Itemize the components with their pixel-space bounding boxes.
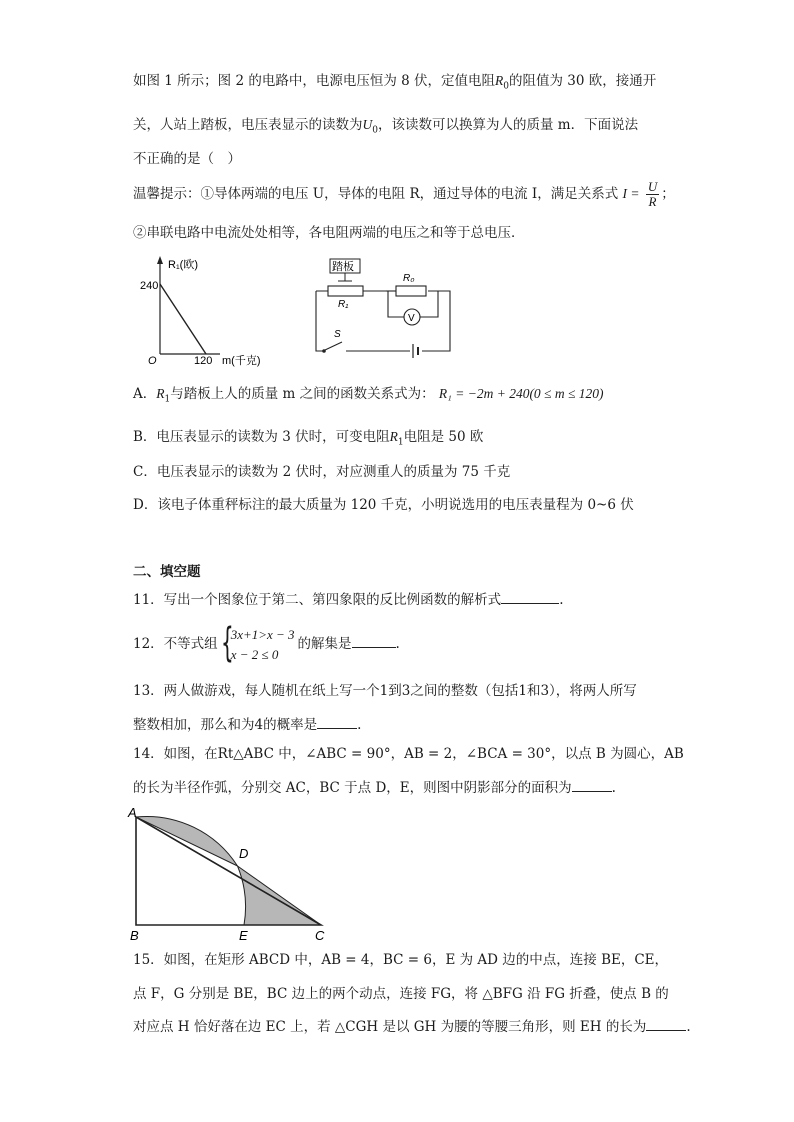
question-11: 11．写出一个图象位于第二、第四象限的反比例函数的解析式 . [133, 589, 563, 609]
option-d: D．该电子体重秤标注的最大质量为 120 千克，小明说选用的电压表量程为 0~6 伏 [133, 497, 634, 513]
point-e: E [239, 928, 248, 943]
answer-blank [646, 1016, 686, 1031]
question-14-line-2: 的长为半径作弧，分别交 AC，BC 于点 D，E，则图中阴影部分的面积为 . [133, 777, 616, 797]
option-a: A．$R_1$与踏板上人的质量 m 之间的函数关系式为： R₁ = −2m + 240(0 ≤ m ≤ 120) [133, 386, 604, 405]
intro-line-3: 不正确的是（ ） [133, 151, 241, 167]
pedal-label: 踏板 [332, 261, 354, 273]
answer-blank [352, 633, 396, 648]
question-12: 12．不等式组 { 3x+1>x − 3 x − 2 ≤ 0 的解集是 . [133, 619, 400, 666]
point-c: C [315, 928, 325, 943]
triangle-figure [125, 806, 335, 946]
graph-line [160, 284, 206, 354]
graph-tick-240: 240 [140, 280, 159, 292]
question-13-line-1: 13．两人做游戏，每人随机在纸上写一个1到3之间的整数（包括1和3），将两人所写 [133, 683, 637, 699]
option-c: C．电压表显示的读数为 2 伏时，对应测重人的质量为 75 千克 [133, 464, 511, 480]
voltmeter-label: V [408, 313, 415, 324]
resistance-mass-graph [138, 252, 288, 367]
r1-label: R₁ [338, 299, 349, 310]
shaded-region-upper [136, 816, 238, 866]
question-15-line-2: 点 F，G 分别是 BE，BC 边上的两个动点，连接 FG，将 △BFG 沿 FG 折叠，使点 B 的 [133, 986, 669, 1002]
fraction-u-over-r: $\frac{U}{R}$ [647, 179, 658, 209]
point-b: B [130, 928, 139, 943]
graph-tick-120: 120 [194, 355, 213, 367]
hint-line-1: 温馨提示：①导体两端的电压 U，导体的电阻 R，通过导体的电流 I，满足关系式 I = $\frac{U}{R}$ ； [133, 179, 675, 209]
graph-xlabel: m(千克) [222, 355, 261, 367]
answer-blank [501, 589, 559, 604]
graph-ylabel: R₁(欧) [168, 259, 198, 271]
hypotenuse-ac [136, 817, 321, 925]
r1-resistor [328, 286, 363, 296]
hint-line-2: ②串联电路中电流处处相等，各电阻两端的电压之和等于总电压． [133, 225, 525, 241]
section-heading: 二、填空题 [133, 564, 201, 580]
answer-blank [572, 777, 612, 792]
question-13-line-2: 整数相加，那么和为4的概率是 . [133, 714, 361, 734]
question-14-line-1: 14．如图，在Rt△ABC 中，∠ABC = 90°，AB = 2，∠BCA = 30°，以点 B 为圆心，AB [133, 746, 684, 762]
question-15-line-1: 15．如图，在矩形 ABCD 中，AB = 4，BC = 6，E 为 AD 边的中点，连接 BE，CE， [133, 952, 669, 968]
inequality-system: { 3x+1>x − 3 x − 2 ≤ 0 [220, 619, 295, 666]
r0-label: R₀ [403, 273, 415, 284]
intro-line-2: 关，人站上踏板，电压表显示的读数为$U_0$，该读数可以换算为人的质量 m．下面说法 [133, 117, 639, 136]
circuit-diagram [310, 255, 460, 365]
graph-y-arrow [157, 256, 163, 264]
answer-blank [317, 714, 357, 729]
intro-line-1: 如图 1 所示；图 2 的电路中，电源电压恒为 8 伏，定值电阻$R_0$的阻值为 30 欧，接通开 [133, 73, 657, 92]
shaded-region-lower [238, 866, 322, 925]
graph-origin: O [148, 355, 157, 367]
r0-resistor [396, 286, 426, 296]
point-d: D [239, 846, 249, 861]
point-a: A [128, 806, 137, 820]
option-a-formula: R₁ = −2m + 240(0 ≤ m ≤ 120) [438, 386, 604, 401]
option-b: B．电压表显示的读数为 3 伏时，可变电阻$R_1$电阻是 50 欧 [133, 429, 484, 448]
switch-label: S [334, 329, 341, 340]
question-15-line-3: 对应点 H 恰好落在边 EC 上，若 △CGH 是以 GH 为腰的等腰三角形，则 EH 的长为 . [133, 1016, 691, 1036]
